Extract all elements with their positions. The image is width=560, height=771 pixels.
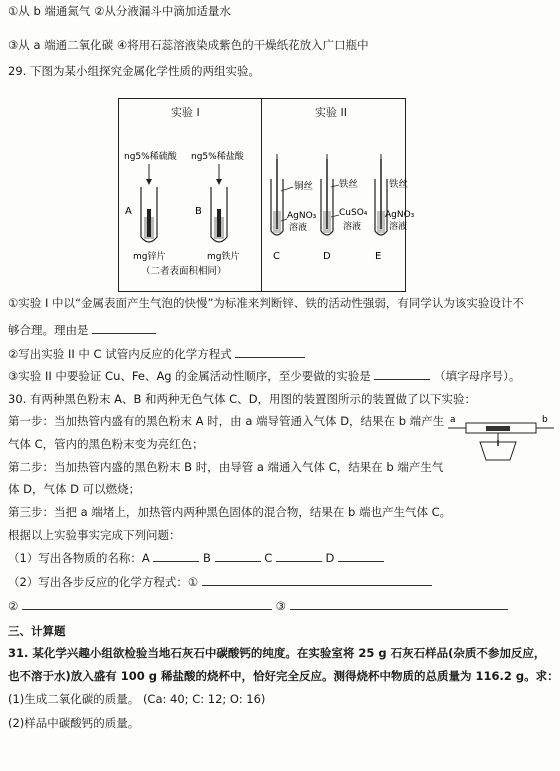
tube-a-label: A	[125, 206, 132, 217]
tube-e-solution-1: AgNO₃	[385, 210, 415, 220]
option-line-2: ③从 a 端通二氧化碳 ④将用石蕊溶液染成紫色的干燥纸花放入广口瓶中	[8, 38, 369, 52]
q30-sub2-2: ②	[8, 599, 19, 613]
q30-prompt: 根据以上实验事实完成下列问题：	[8, 528, 181, 542]
apparatus-a-label: a	[450, 415, 456, 425]
tube-e-solution-2: 溶液	[389, 222, 408, 232]
tube-c-solution-2: 溶液	[289, 223, 308, 233]
q29-sub1-text: 够合理。理由是	[8, 323, 89, 337]
exp2-caption: 实验 II	[315, 106, 347, 119]
tube-d-solution-1: CuSO₄	[339, 208, 368, 218]
q29-title: 29. 下图为某小组探究金属化学性质的两组实验。	[8, 64, 260, 78]
q29-sub3-text: ③实验 II 中要验证 Cu、Fe、Ag 的金属活动性顺序，至少要做的实验是	[8, 369, 371, 383]
area-note: （二者表面积相同）	[141, 266, 227, 277]
q30-intro: 30. 有两种黑色粉末 A、B 和两种无色气体 C、D，用图的装置图所示的装置做了以下实验：	[8, 392, 477, 406]
q29-sub3-note: （填字母序号）。	[434, 369, 521, 383]
option-line-1: ①从 b 端通氮气 ②从分液漏斗中滴加适量水	[8, 4, 231, 18]
q30-step3: 第三步：当把 a 端堵上，加热管内两种黑色固体的混合物，结果在 b 端也产生气体 C。	[8, 505, 452, 519]
q30-step1-a: 第一步：当加热管内盛有的黑色粉末 A 时，由 a 端导管通入气体 D，结果在 b 端产生	[8, 414, 445, 428]
answer-blank[interactable]	[202, 574, 432, 586]
heating-apparatus	[446, 410, 556, 465]
apparatus-drawing	[119, 99, 415, 291]
answer-blank-d[interactable]	[338, 550, 384, 562]
q29-sub1-line2	[8, 322, 156, 338]
tube-a-acid: ng5%稀硫酸	[124, 152, 177, 162]
answer-blank[interactable]	[290, 598, 508, 610]
q30-step1-b: 气体 C，管内的黑色粉末变为亮红色；	[8, 437, 204, 451]
exp1-caption: 实验 I	[171, 106, 200, 119]
answer-blank-c[interactable]	[276, 550, 322, 562]
q30-sub2-more	[8, 598, 508, 614]
answer-blank[interactable]	[22, 598, 272, 610]
apparatus-b-label: b	[542, 415, 548, 425]
q29-sub1-line1: ①实验 I 中以“金属表面产生气泡的快慢”为标准来判断锌、铁的活动性强弱，有同学认为该实验设计不	[8, 296, 524, 310]
q30-sub1-text: （1）写出各物质的名称：A	[8, 551, 150, 565]
answer-blank-b[interactable]	[215, 550, 261, 562]
q31-sub2: (2)样品中碳酸钙的质量。	[8, 716, 140, 730]
tube-d-label: D	[323, 251, 331, 262]
tube-d-solution-2: 溶液	[343, 222, 362, 232]
q29-sub2-text: ②写出实验 II 中 C 试管内反应的化学方程式	[8, 347, 232, 361]
experiment-figure	[118, 98, 415, 292]
tube-e-wire: 铁丝	[389, 179, 409, 190]
tube-d-wire: 铁丝	[339, 179, 359, 190]
q30-step2-b: 体 D，气体 D 可以燃烧；	[8, 482, 141, 496]
q30-sub1-b: B	[203, 551, 211, 565]
q31-sub1: (1)生成二氧化碳的质量。 (Ca: 40; C: 12; O: 16)	[8, 692, 266, 706]
tube-c-wire: 铜丝	[294, 181, 314, 192]
q31-line1: 31. 某化学兴趣小组欲检验当地石灰石中碳酸钙的纯度。在实验室将 25 g 石灰石样品(杂质不参加反应，	[8, 646, 546, 660]
tube-b-acid: ng5%稀盐酸	[191, 152, 244, 162]
tube-a-metal: mg锌片	[133, 252, 166, 262]
q30-sub1-c: C	[264, 551, 273, 565]
q30-sub1	[8, 550, 384, 566]
q30-sub2-3: ③	[275, 599, 286, 613]
tube-c-solution-1: AgNO₃	[287, 211, 317, 221]
q30-step2-a: 第二步：当加热管内盛的黑色粉末 B 时，由导管 a 端通入气体 C，结果在 b 端产生气	[8, 460, 444, 474]
q30-sub2	[8, 574, 432, 590]
tube-b-label: B	[195, 206, 202, 217]
tube-b-metal: mg铁片	[207, 252, 240, 262]
tube-e-label: E	[375, 251, 382, 262]
q29-sub3	[8, 368, 520, 384]
answer-blank-a[interactable]	[153, 550, 199, 562]
q29-sub2	[8, 346, 305, 362]
q30-sub1-d: D	[325, 551, 335, 565]
answer-blank[interactable]	[374, 368, 430, 380]
answer-blank[interactable]	[92, 322, 156, 334]
tube-c-label: C	[273, 251, 280, 262]
section3-title: 三、计算题	[8, 624, 66, 638]
answer-blank[interactable]	[235, 346, 305, 358]
q31-line2: 也不溶于水)放入盛有 100 g 稀盐酸的烧杯中，恰好完全反应。测得烧杯中物质的总质量为 116.2 g。求：	[8, 669, 559, 683]
q30-sub2-text: （2）写出各步反应的化学方程式：①	[8, 575, 199, 589]
